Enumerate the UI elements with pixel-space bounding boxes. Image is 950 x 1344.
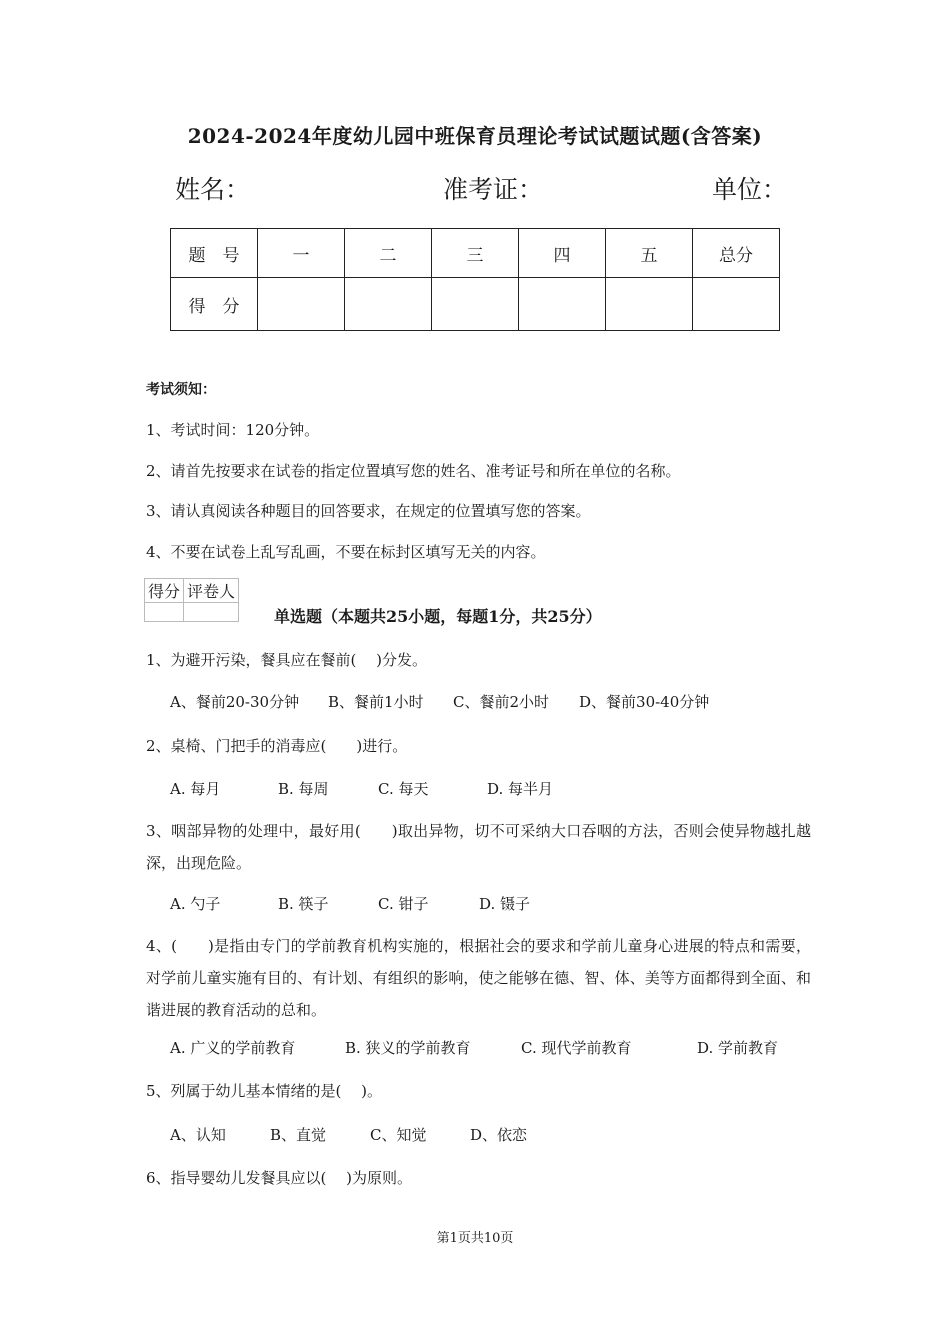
score-header-cell: 总分 — [693, 229, 780, 278]
option[interactable]: C. 现代学前教育 — [521, 1039, 632, 1057]
grader-score-label: 得分 — [145, 579, 184, 603]
option[interactable]: C、知觉 — [370, 1126, 427, 1144]
exam-id-label: 准考证： — [443, 175, 544, 204]
question-text: 2、桌椅、门把手的消毒应( )进行。 — [146, 737, 408, 755]
score-row-label: 得 分 — [171, 278, 258, 331]
option[interactable]: A、餐前20-30分钟 — [170, 693, 300, 711]
notice-heading: 考试须知： — [146, 382, 216, 398]
score-header-cell: 一 — [258, 229, 345, 278]
option[interactable]: A. 每月 — [170, 780, 221, 798]
score-header-cell: 四 — [519, 229, 606, 278]
option[interactable]: D、餐前30-40分钟 — [579, 693, 710, 711]
score-header-cell: 题 号 — [171, 229, 258, 278]
score-header-cell: 二 — [345, 229, 432, 278]
document-title: 2024-2024年度幼儿园中班保育员理论考试试题试题(含答案) — [187, 124, 763, 148]
notice-item: 1、考试时间：120分钟。 — [146, 421, 320, 439]
score-input-cell[interactable] — [432, 278, 519, 331]
grader-score-cell[interactable] — [145, 603, 184, 622]
option[interactable]: D. 每半月 — [487, 780, 554, 798]
notice-item: 4、不要在试卷上乱写乱画，不要在标封区填写无关的内容。 — [146, 543, 546, 561]
notice-item: 2、请首先按要求在试卷的指定位置填写您的姓名、准考证号和所在单位的名称。 — [146, 462, 681, 480]
option[interactable]: D、依恋 — [470, 1126, 528, 1144]
score-table — [170, 228, 780, 331]
question-text: 5、列属于幼儿基本情绪的是( )。 — [146, 1082, 383, 1100]
score-header-cell: 三 — [432, 229, 519, 278]
page-footer: 第1页共10页 — [436, 1231, 514, 1246]
score-input-cell[interactable] — [519, 278, 606, 331]
option[interactable]: B. 筷子 — [278, 895, 329, 913]
score-header-cell: 五 — [606, 229, 693, 278]
option[interactable]: B、直觉 — [270, 1126, 327, 1144]
option[interactable]: A. 广义的学前教育 — [170, 1039, 296, 1057]
grader-reviewer-cell[interactable] — [184, 603, 239, 622]
grader-reviewer-label: 评卷人 — [184, 579, 239, 603]
unit-label: 单位： — [712, 175, 788, 204]
name-label: 姓名： — [175, 175, 251, 204]
score-table-score-row — [171, 278, 780, 331]
question-text: 1、为避开污染，餐具应在餐前( )分发。 — [146, 651, 428, 669]
notice-item: 3、请认真阅读各种题目的回答要求，在规定的位置填写您的答案。 — [146, 502, 591, 520]
question-text: 6、指导婴幼儿发餐具应以( )为原则。 — [146, 1169, 413, 1187]
option[interactable]: B. 狭义的学前教育 — [345, 1039, 471, 1057]
option[interactable]: A、认知 — [170, 1126, 226, 1144]
option[interactable]: C. 每天 — [378, 780, 429, 798]
option[interactable]: A. 勺子 — [170, 895, 221, 913]
section-title: 单选题（本题共25小题，每题1分，共25分） — [274, 607, 602, 626]
score-input-cell[interactable] — [258, 278, 345, 331]
score-input-cell[interactable] — [345, 278, 432, 331]
question-text: 3、咽部异物的处理中，最好用( )取出异物，切不可采纳大口吞咽的方法，否则会使异物越扎越深，出现危险。 — [146, 822, 811, 872]
option[interactable]: C. 钳子 — [378, 895, 429, 913]
option[interactable]: B、餐前1小时 — [328, 693, 424, 711]
option[interactable]: B. 每周 — [278, 780, 329, 798]
grader-box — [144, 578, 239, 622]
score-input-cell[interactable] — [606, 278, 693, 331]
option[interactable]: C、餐前2小时 — [453, 693, 550, 711]
option[interactable]: D. 镊子 — [479, 895, 531, 913]
score-table-header-row — [171, 229, 780, 278]
option[interactable]: D. 学前教育 — [697, 1039, 779, 1057]
question-text: 4、( )是指由专门的学前教育机构实施的，根据社会的要求和学前儿童身心进展的特点和需要，对学前儿童实施有目的、有计划、有组织的影响，使之能够在德、智、体、美等方面都得到全面、和谐进展的教育活动的总和。 — [146, 937, 811, 1019]
score-input-cell[interactable] — [693, 278, 780, 331]
